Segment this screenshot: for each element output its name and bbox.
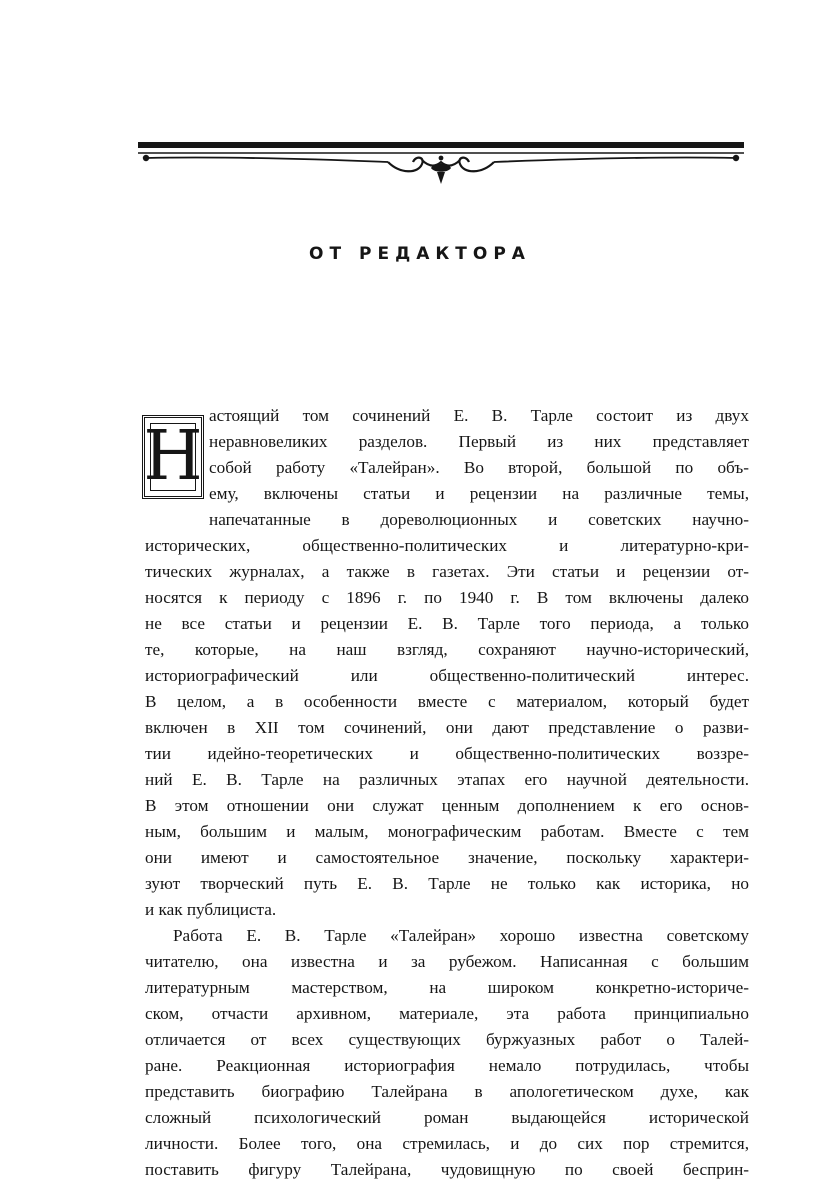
text-line: сложный психологический роман выдающейся исторической [145,1108,749,1127]
text-line: не все статьи и рецензии Е. В. Тарле того периода, а только [145,614,749,633]
text-line: В целом, а в особенности вместе с материалом, который будет [145,692,749,711]
text-line: историографический или общественно-политический интерес. [145,666,749,685]
text-line: они имеют и самостоятельное значение, поскольку характери- [145,848,749,867]
text-line: носятся к периоду с 1896 г. по 1940 г. В том включены далеко [145,588,749,607]
text-line: те, которые, на наш взгляд, сохраняют научно-исторический, [145,640,749,659]
text-line: и как публициста. [145,900,277,919]
drop-cap-letter: Н [143,417,203,496]
text-line: личности. Более того, она стремилась, и до сих пор стремится, [145,1134,749,1153]
text-line: литературным мастерством, на широком конкретно-историче- [145,978,749,997]
text-line: включен в XII том сочинений, они дают представление о разви- [145,718,749,737]
text-line: напечатанные в дореволюционных и советских научно- [209,510,749,529]
text-line: ний Е. В. Тарле на различных этапах его научной деятельности. [145,770,749,789]
text-line: зуют творческий путь Е. В. Тарле не только как историка, но [145,874,749,893]
text-line: астоящий том сочинений Е. В. Тарле состоит из двух [209,406,749,425]
text-line: неравновеликих разделов. Первый из них представляет [209,432,749,451]
text-line: ным, большим и малым, монографическим работам. Вместе с тем [145,822,749,841]
text-line: ском, отчасти архивном, материале, эта работа принципиально [145,1004,749,1023]
text-line: В этом отношении они служат ценным дополнением к его основ- [145,796,749,815]
text-line: собой работу «Талейран». Во второй, большой по объ- [209,458,749,477]
text-line: отличается от всех существующих буржуазных работ о Талей- [145,1030,749,1049]
drop-cap [142,415,204,499]
text-line: исторических, общественно-политических и литературно-кри- [145,536,749,555]
page-title: ОТ РЕДАКТОРА [309,244,531,264]
text-line: ране. Реакционная историография немало потрудилась, чтобы [145,1056,749,1075]
text-line: тических журналах, а также в газетах. Эти статьи и рецензии от- [145,562,749,581]
text-line: ему, включены статьи и рецензии на различные темы, [209,484,749,503]
text-line: поставить фигуру Талейрана, чудовищную по своей бесприн- [145,1160,749,1179]
text-line: Работа Е. В. Тарле «Талейран» хорошо известна советскому [173,926,749,945]
text-line: тии идейно-теоретических и общественно-политических воззре- [145,744,749,763]
header-ornament [138,138,744,194]
text-line: представить биографию Талейрана в апологетическом духе, как [145,1082,749,1101]
text-line: читателю, она известна и за рубежом. Написанная с большим [145,952,749,971]
